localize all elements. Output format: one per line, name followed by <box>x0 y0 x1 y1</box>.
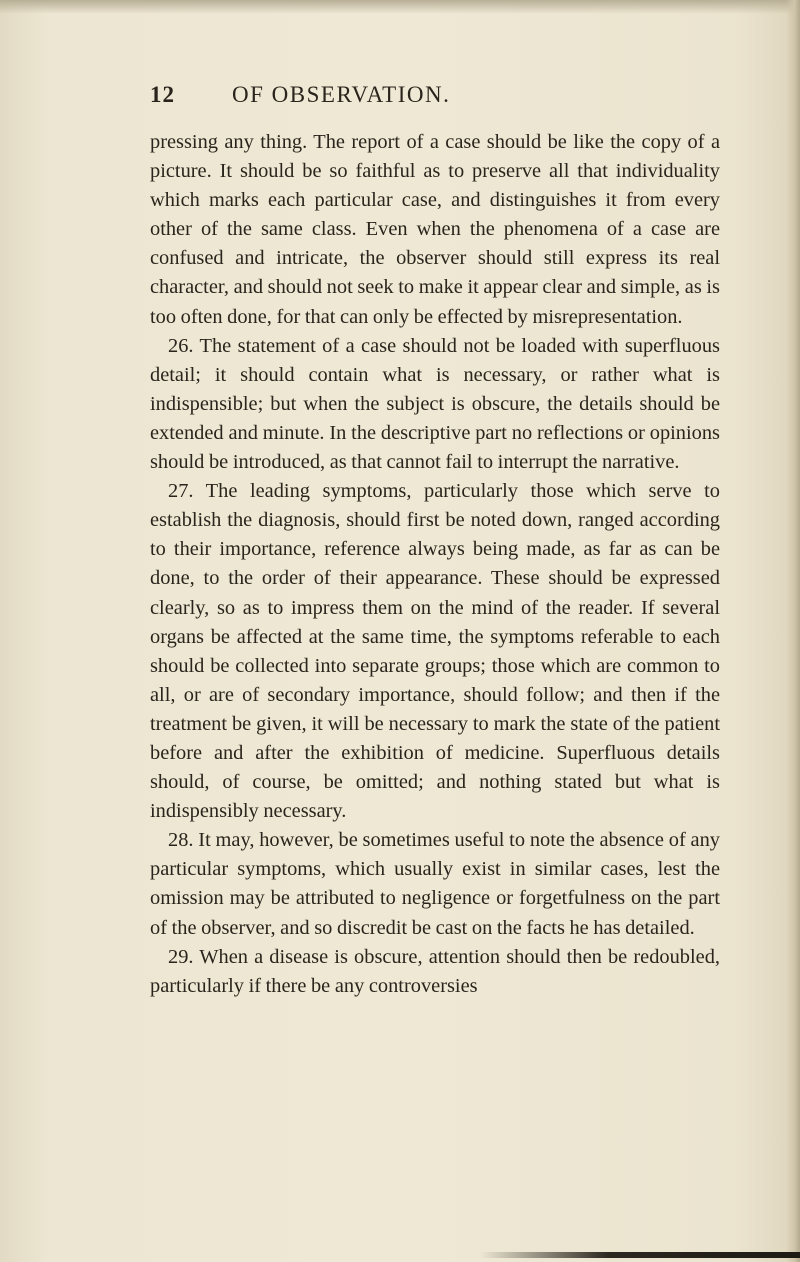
body-text <box>150 128 720 1001</box>
paragraph-28: 28. It may, however, be sometimes useful to note the absence of any particular symptoms, which usually exist in similar cases, lest the omission may be attributed to negligence or forgetfulness on the part of the observer, and so discredit be cast on the facts he has detailed. <box>150 829 720 939</box>
page-top-shadow <box>0 0 800 14</box>
running-title: OF OBSERVATION. <box>232 82 451 107</box>
paragraph-27: 27. The leading symptoms, particularly those which serve to establish the diagnosis, should first be noted down, ranged according to their importance, reference always being made, as far as can be done, to the order of their appearance. These should be expressed clearly, so as to impress them on the mind of the reader. If several organs be affected at the same time, the symptoms referable to each should be collected into separate groups; those which are common to all, or are of secondary importance, should follow; and then if the treatment be given, it will be necessary to mark the state of the patient before and after the exhibition of medicine. Superfluous details should, of course, be omitted; and nothing stated but what is indispensibly necessary. <box>150 480 720 823</box>
bottom-edge-shadow <box>480 1252 800 1258</box>
page-number: 12 <box>150 82 175 107</box>
running-header <box>150 82 710 116</box>
page-right-edge <box>786 0 800 1262</box>
paragraph-26: 26. The statement of a case should not be loaded with superfluous detail; it should contain what is necessary, or rather what is indispensible; but when the subject is obscure, the details should be extended and minute. In the descriptive part no reflections or opinions should be introduced, as that cannot fail to interrupt the narrative. <box>150 334 720 474</box>
paragraph-continuation: pressing any thing. The report of a case should be like the copy of a picture. It should be so faithful as to preserve all that individuality which marks each particular case, and distinguishes it from every other of the same class. Even when the phenomena of a case are confused and intricate, the observer should still express its real character, and should not seek to make it appear clear and simple, as is too often done, for that can only be effected by misrepresentation. <box>150 131 720 328</box>
paragraph-29: 29. When a disease is obscure, attention should then be redoubled, particularly if there be any controversies <box>150 945 720 997</box>
